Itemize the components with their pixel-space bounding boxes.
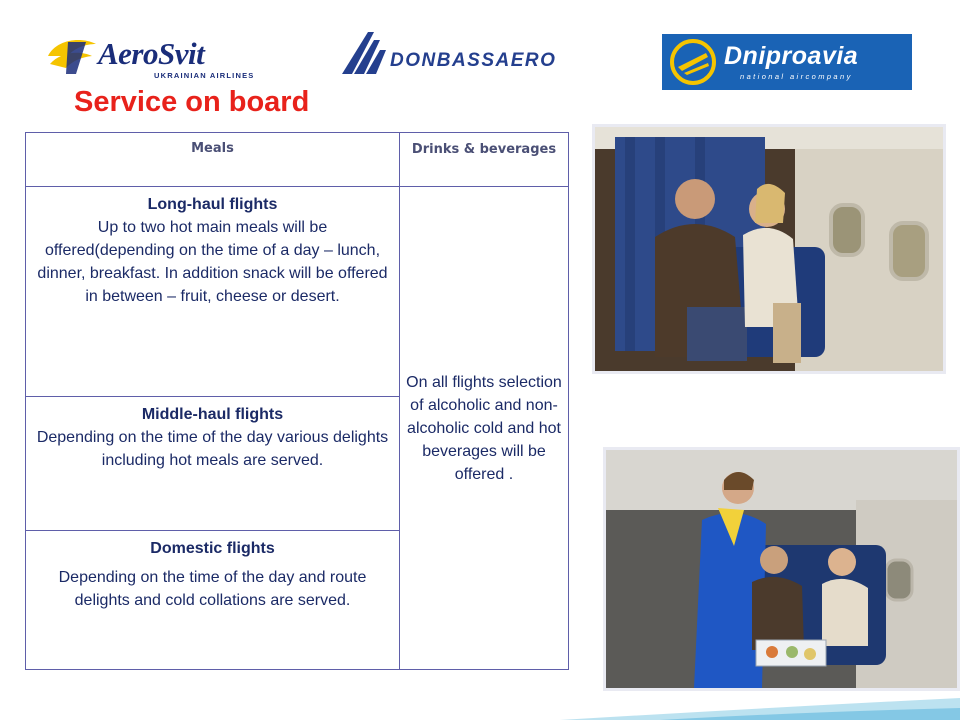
donbassaero-logo xyxy=(338,30,623,78)
bottom-wave-decoration xyxy=(0,690,960,720)
long-haul-text: Up to two hot main meals will be offered(depending on the time of a day – lunch, dinner, breakfast. In addition snack will be offered in between – fruit, cheese or desert. xyxy=(37,219,388,305)
aerosvit-name: AeroSvit xyxy=(98,36,205,71)
aerosvit-logo xyxy=(46,34,264,82)
long-haul-heading: Long-haul flights xyxy=(147,196,278,213)
dniproavia-logo-icon xyxy=(668,37,718,87)
long-haul-row xyxy=(26,187,400,397)
donbassaero-name: DONBASSAERO xyxy=(390,50,557,71)
domestic-row xyxy=(26,531,400,669)
dniproavia-subtitle: national aircompany xyxy=(740,72,853,81)
domestic-heading: Domestic flights xyxy=(150,540,275,557)
drinks-cell xyxy=(400,187,568,669)
service-table xyxy=(25,132,569,670)
dniproavia-logo xyxy=(662,34,912,90)
meals-header: Meals xyxy=(26,133,400,187)
drinks-text: On all flights selection of alcoholic and non-alcoholic cold and hot beverages will be offered . xyxy=(406,373,562,483)
drinks-header: Drinks & beverages xyxy=(400,133,568,187)
middle-haul-row xyxy=(26,397,400,531)
cabin-passengers-photo xyxy=(592,124,946,374)
page-title: Service on board xyxy=(74,86,310,118)
donbassaero-logo-icon xyxy=(338,30,390,76)
aerosvit-subtitle: UKRAINIAN AIRLINES xyxy=(154,71,255,80)
flight-attendant-photo xyxy=(603,447,960,691)
middle-haul-text: Depending on the time of the day various delights including hot meals are served. xyxy=(36,429,389,469)
middle-haul-heading: Middle-haul flights xyxy=(141,406,284,423)
domestic-text: Depending on the time of the day and route delights and cold collations are served. xyxy=(58,569,367,609)
dniproavia-name: Dniproavia xyxy=(724,42,859,70)
